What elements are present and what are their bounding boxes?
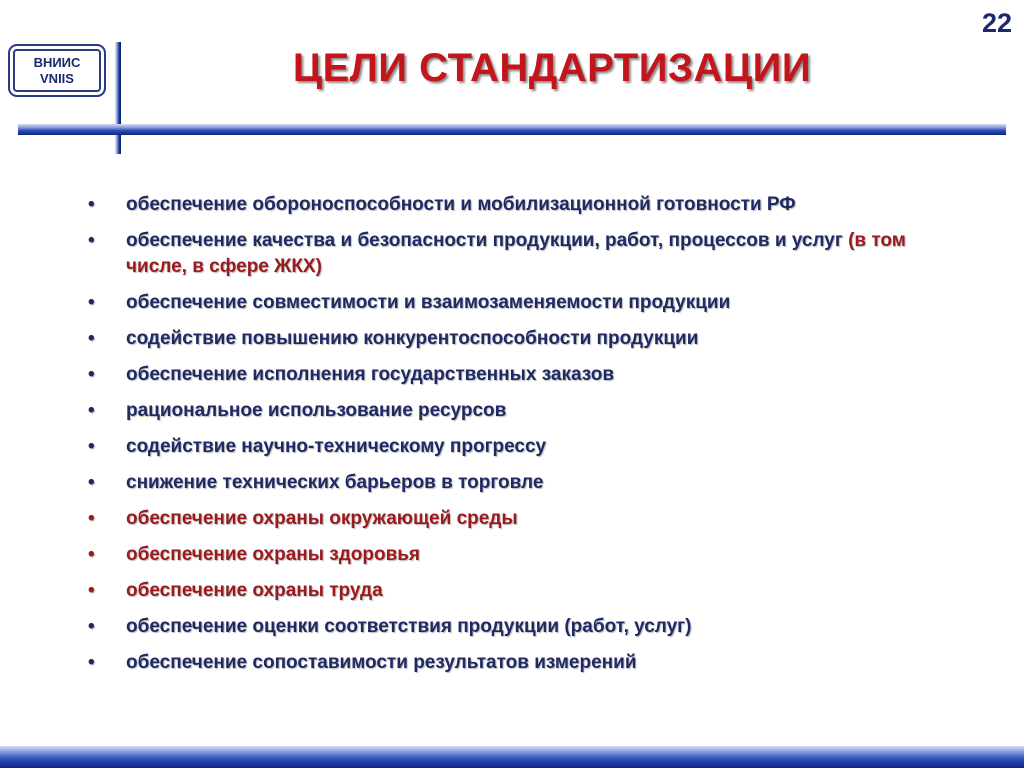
slide-number: 22 xyxy=(981,8,1012,38)
list-item xyxy=(88,506,968,532)
logo-line-cyrillic: ВНИИС xyxy=(33,54,81,70)
goal-text: обеспечение исполнения государственных заказов xyxy=(126,364,615,385)
bullet-icon: • xyxy=(88,544,95,565)
list-item xyxy=(88,192,968,218)
goal-text: содействие повышению конкурентоспособности продукции xyxy=(126,328,699,349)
goal-highlight-text: (в том числе, в сфере ЖКХ) xyxy=(126,230,906,277)
logo-line-latin: VNIIS xyxy=(40,70,74,86)
list-item xyxy=(88,542,968,568)
bullet-icon: • xyxy=(88,580,95,601)
list-item xyxy=(88,398,968,424)
goal-text: обеспечение совместимости и взаимозаменяемости продукции xyxy=(126,292,731,313)
goal-text: обеспечение обороноспособности и мобилизационной готовности РФ xyxy=(126,194,796,215)
bullet-icon: • xyxy=(88,194,95,215)
list-item xyxy=(88,434,968,460)
goal-text: обеспечение сопоставимости результатов измерений xyxy=(126,652,637,673)
bullet-icon: • xyxy=(88,472,95,493)
footer-bar xyxy=(0,746,1024,768)
list-item xyxy=(88,578,968,604)
list-item xyxy=(88,470,968,496)
page-title: ЦЕЛИ СТАНДАРТИЗАЦИИ xyxy=(292,46,812,90)
list-item xyxy=(88,614,968,640)
bullet-icon: • xyxy=(88,328,95,349)
goal-text: обеспечение охраны окружающей среды xyxy=(126,508,518,529)
list-item xyxy=(88,362,968,388)
bullet-icon: • xyxy=(88,508,95,529)
list-item xyxy=(88,650,968,676)
bullet-icon: • xyxy=(88,400,95,421)
list-item xyxy=(88,228,968,280)
goal-text: рациональное использование ресурсов xyxy=(126,400,507,421)
goal-text: обеспечение охраны здоровья xyxy=(126,544,421,565)
goal-text: обеспечение охраны труда xyxy=(126,580,383,601)
list-item xyxy=(88,290,968,316)
bullet-icon: • xyxy=(88,364,95,385)
goal-text: содействие научно-техническому прогрессу xyxy=(126,436,547,457)
goal-text: обеспечение оценки соответствия продукции (работ, услуг) xyxy=(126,616,692,637)
bullet-icon: • xyxy=(88,652,95,673)
goal-text: снижение технических барьеров в торговле xyxy=(126,472,544,493)
bullet-icon: • xyxy=(88,230,95,251)
goal-text: обеспечение качества и безопасности продукции, работ, процессов и услуг xyxy=(126,230,849,251)
header-divider xyxy=(18,124,1006,135)
list-item xyxy=(88,326,968,352)
bullet-icon: • xyxy=(88,436,95,457)
bullet-icon: • xyxy=(88,616,95,637)
bullet-icon: • xyxy=(88,292,95,313)
goals-list xyxy=(88,192,968,686)
